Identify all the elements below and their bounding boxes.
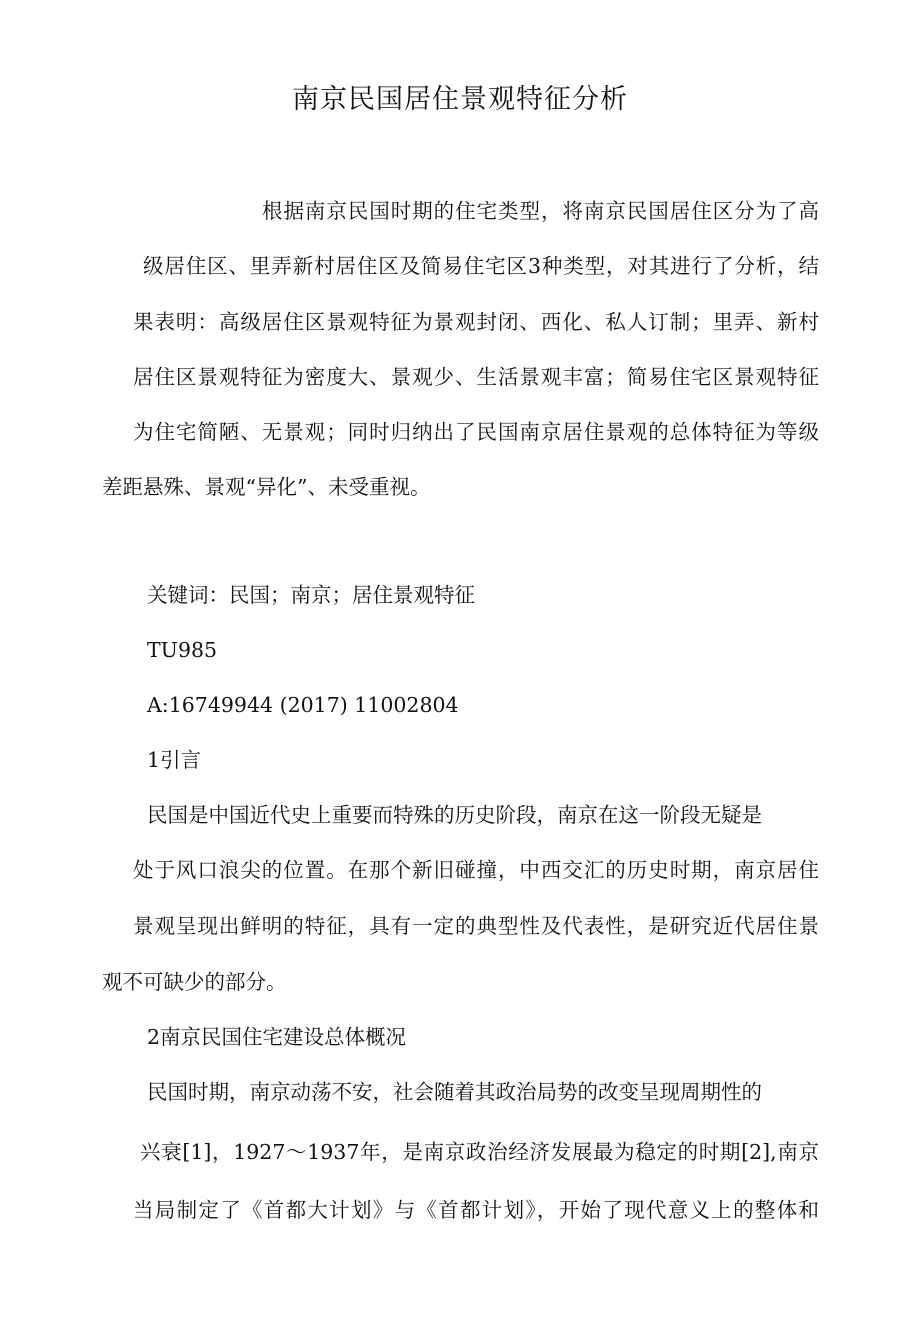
keywords: 关键词：民国；南京；居住景观特征 [147,583,475,607]
abstract-line: 果表明：高级居住区景观特征为景观封闭、西化、私人订制；里弄、新村 [133,310,819,334]
body-line: 处于风口浪尖的位置。在那个新旧碰撞，中西交汇的历史时期，南京居住 [133,858,819,882]
abstract-line: 级居住区、里弄新村居住区及简易住宅区3种类型，对其进行了分析，结 [143,254,819,278]
section-heading: 2南京民国住宅建设总体概况 [147,1025,407,1049]
body-line: 兴衰[1]，1927～1937年，是南京政治经济发展最为稳定的时期[2],南京 [140,1140,819,1164]
abstract-line: 根据南京民国时期的住宅类型，将南京民国居住区分为了高 [262,199,819,223]
abstract-line: 居住区景观特征为密度大、景观少、生活景观丰富；简易住宅区景观特征 [133,365,819,389]
body-line: 民国时期，南京动荡不安，社会随着其政治局势的改变呈现周期性的 [147,1080,762,1104]
abstract-line: 差距悬殊、景观“异化”、未受重视。 [102,475,431,499]
section-heading: 1引言 [147,748,202,772]
article-id: A:16749944 (2017) 11002804 [147,693,459,717]
body-line: 当局制定了《首都大计划》与《首都计划》，开始了现代意义上的整体和 [133,1198,819,1222]
body-line: 景观呈现出鲜明的特征，具有一定的典型性及代表性，是研究近代居住景 [133,914,819,938]
body-line: 民国是中国近代史上重要而特殊的历史阶段，南京在这一阶段无疑是 [147,803,762,827]
classification-code: TU985 [147,638,218,662]
document-title: 南京民国居住景观特征分析 [292,84,628,115]
abstract-line: 为住宅简陋、无景观；同时归纳出了民国南京居住景观的总体特征为等级 [133,420,819,444]
body-line: 观不可缺少的部分。 [102,970,287,994]
